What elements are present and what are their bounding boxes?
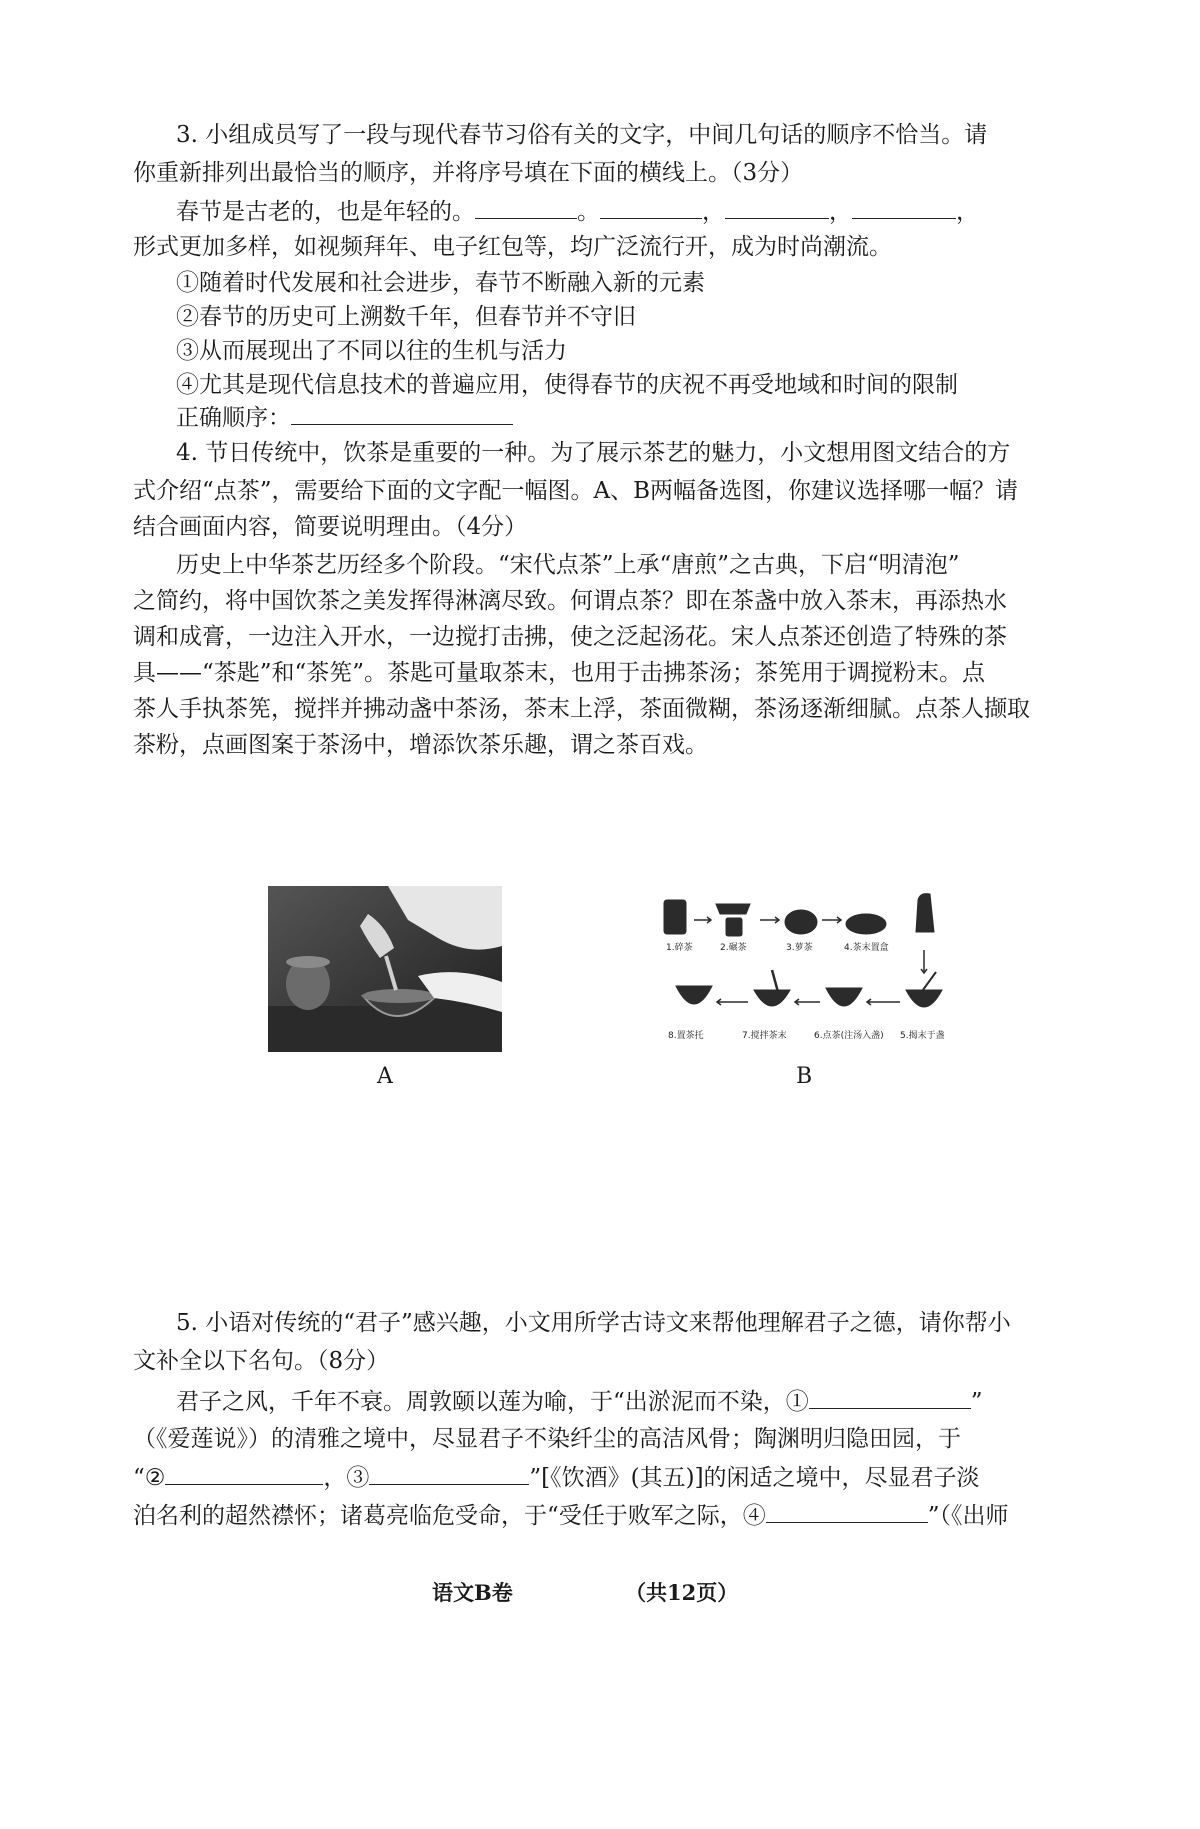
sieve-icon [785, 910, 817, 934]
q5-p3-comma: ，③ [323, 1465, 370, 1491]
step-6-caption: 6.点茶(注汤入盏) [814, 1031, 884, 1041]
q3-blank-4[interactable] [852, 196, 956, 219]
step-1-caption: 1.碎茶 [666, 943, 693, 953]
q3-passage-line2: 形式更加多样，如视频拜年、电子红包等，均广泛流行开，成为时尚潮流。 [133, 234, 892, 260]
q5-blank-4[interactable] [766, 1500, 928, 1523]
q5-p3-end: ”[《饮酒》(其五)]的闲适之境中，尽显君子淡 [529, 1465, 980, 1491]
q3-answer-blank[interactable] [291, 402, 513, 425]
step-7-caption: 7.搅拌茶末 [742, 1031, 787, 1041]
cup-icon [916, 894, 934, 932]
q3-option-2: ②春节的历史可上溯数千年，但春节并不守旧 [176, 304, 636, 330]
figure-b-label: B [796, 1064, 813, 1089]
step-8-caption: 8.置茶托 [668, 1031, 704, 1041]
q3-option-3: ③从而展现出了不同以往的生机与活力 [176, 338, 567, 364]
kettle-icon [664, 900, 686, 934]
step-2-caption: 2.碾茶 [720, 943, 747, 953]
q3-passage-start: 春节是古老的，也是年轻的。 [176, 199, 475, 225]
footer-page-count: （共12页） [625, 1580, 739, 1605]
q3-blank-2[interactable] [600, 196, 702, 219]
q5-p1-end: ” [970, 1389, 983, 1415]
tea-mill-icon [716, 904, 750, 914]
q3-option-4: ④尤其是现代信息技术的普遍应用，使得春节的庆祝不再受地域和时间的限制 [176, 372, 958, 398]
q4-stem-line2: 式介绍“点茶”，需要给下面的文字配一幅图。A、B两幅备选图，你建议选择哪一幅？请 [133, 478, 1019, 504]
q4-stem-line3: 结合画面内容，简要说明理由。（4分） [133, 514, 528, 540]
q4-passage-line4: 具——“茶匙”和“茶筅”。茶匙可量取茶末，也用于击拂茶汤；茶筅用于调搅粉末。点 [133, 660, 986, 686]
q3-blank-1[interactable] [475, 196, 577, 219]
figure-a-label: A [377, 1064, 393, 1089]
q3-sep-period: 。 [577, 199, 600, 225]
q3-stem-line1: 3. 小组成员写了一段与现代春节习俗有关的文字，中间几句话的顺序不恰当。请 [176, 122, 988, 148]
q5-blank-2[interactable] [165, 1462, 323, 1485]
q5-p4-start: 泊名利的超然襟怀；诸葛亮临危受命，于“受任于败军之际，④ [133, 1503, 766, 1529]
tea-box-icon [846, 914, 886, 934]
q3-stem-line2: 你重新排列出最恰当的顺序，并将序号填在下面的横线上。（3分） [133, 160, 804, 186]
stirring-bowl-icon [754, 990, 790, 1006]
step-3-caption: 3.萝茶 [786, 943, 813, 953]
q5-blank-3[interactable] [369, 1462, 529, 1485]
q5-stem-line1: 5. 小语对传统的“君子”感兴趣，小文用所学古诗文来帮他理解君子之德，请你帮小 [176, 1310, 1011, 1336]
q5-passage-line1 [176, 1386, 983, 1417]
q3-sep-comma-1: ， [702, 199, 725, 225]
q3-sep-comma-3: ， [956, 199, 979, 225]
figure-b-process-diagram [654, 874, 954, 1058]
spoon-bowl-icon [906, 990, 942, 1007]
q3-answer-label: 正确顺序： [176, 405, 291, 431]
step-4-caption: 4.茶末置盒 [844, 943, 889, 953]
q3-passage-line1 [176, 196, 979, 227]
figure-a-photo [268, 886, 502, 1052]
q5-p3-start: “② [133, 1465, 166, 1491]
pouring-bowl-icon [826, 988, 862, 1006]
q5-passage-line2: （《爱莲说》）的清雅之境中，尽显君子不染纤尘的高洁风骨；陶渊明归隐田园，于 [133, 1426, 961, 1452]
q4-stem-line1: 4. 节日传统中，饮茶是重要的一种。为了展示茶艺的魅力，小文想用图文结合的方 [176, 440, 1011, 466]
q4-passage-line5: 茶人手执茶筅，搅拌并拂动盏中茶汤，茶末上浮，茶面微糊，茶汤逐渐细腻。点茶人撷取 [133, 696, 1030, 722]
q4-passage-line6: 茶粉，点画图案于茶汤中，增添饮茶乐趣，谓之茶百戏。 [133, 732, 708, 758]
q5-blank-1[interactable] [809, 1386, 971, 1409]
q4-passage-line3: 调和成膏，一边注入开水，一边搅打击拂，使之泛起汤花。宋人点茶还创造了特殊的茶 [133, 624, 1007, 650]
q5-passage-line4 [133, 1500, 1009, 1531]
q3-blank-3[interactable] [725, 196, 829, 219]
q5-p4-end: ”（《出师 [927, 1503, 1009, 1529]
saucer-bowl-icon [676, 986, 712, 1004]
q3-option-1: ①随着时代发展和社会进步，春节不断融入新的元素 [176, 270, 705, 296]
q3-sep-comma-2: ， [829, 199, 852, 225]
q5-stem-line2: 文补全以下名句。（8分） [133, 1348, 390, 1374]
footer-subject: 语文B卷 [432, 1580, 513, 1605]
q4-passage-line1: 历史上中华茶艺历经多个阶段。“宋代点茶”上承“唐煎”之古典，下启“明清泡” [176, 552, 960, 578]
step-5-caption: 5.揭末于盏 [900, 1031, 945, 1041]
q5-passage-line3 [133, 1462, 980, 1493]
q5-p1-start: 君子之风，千年不衰。周敦颐以莲为喻，于“出淤泥而不染，① [176, 1389, 809, 1415]
q4-passage-line2: 之简约，将中国饮茶之美发挥得淋漓尽致。何谓点茶？即在茶盏中放入茶末，再添热水 [133, 588, 1007, 614]
q3-answer-row [176, 402, 513, 433]
